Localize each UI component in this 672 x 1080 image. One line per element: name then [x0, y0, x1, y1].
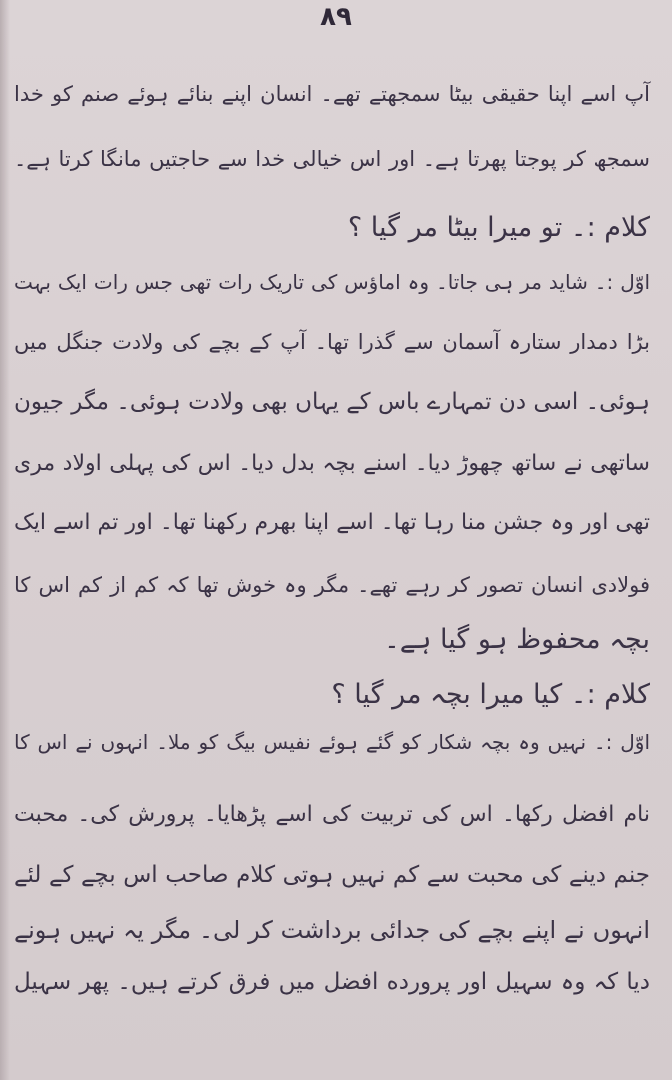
text-line: فولادی انسان تصور کر رہے تھے۔ مگر وہ خوش تھا کہ کم از کم اس کا — [14, 573, 650, 597]
text-line: دیا کہ وہ سہیل اور پرورده افضل میں فرق کرتے ہیں۔ پھر سہیل — [14, 969, 650, 995]
dialogue-line-awwal: اوّل :۔ شاید مر ہی جاتا۔ وہ اماؤس کی تاریک رات تھی جس رات ایک بہت — [14, 270, 650, 294]
text-line: تھی اور وہ جشن منا رہا تھا۔ اسے اپنا بھرم رکھنا تھا۔ اور تم اسے ایک — [14, 510, 650, 535]
text-line: ساتھی نے ساتھ چھوڑ دیا۔ اسنے بچہ بدل دیا۔ اس کی پہلی اولاد مری — [14, 451, 650, 476]
text-line: انہوں نے اپنے بچے کی جدائی برداشت کر لی۔ مگر یہ نہیں ہونے — [14, 916, 650, 944]
text-line: ہوئی۔ اسی دن تمہارے باس کے یہاں بھی ولادت ہوئی۔ مگر جیون — [14, 389, 650, 415]
dialogue-line-awwal: اوّل :۔ نہیں وہ بچہ شکار کو گئے ہوئے نفیس بیگ کو ملا۔ انہوں نے اس کا — [14, 730, 650, 754]
text-line: جنم دینے کی محبت سے کم نہیں ہوتی کلام صاحب اس بچے کے لئے — [14, 862, 650, 888]
text-line: بڑا دمدار ستارہ آسمان سے گذرا تھا۔ آپ کے بچے کی ولادت جنگل میں — [14, 330, 650, 354]
text-line: سمجھ کر پوجتا پھرتا ہے۔ اور اس خیالی خدا سے حاجتیں مانگا کرتا ہے۔ — [14, 147, 650, 171]
page-number: ۸۹ — [320, 2, 352, 32]
dialogue-line-kalam: کلام :۔ کیا میرا بچہ مر گیا ؟ — [331, 679, 650, 710]
page-edge-shadow — [0, 0, 10, 1080]
text-line: بچہ محفوظ ہو گیا ہے۔ — [383, 624, 650, 655]
text-line: نام افضل رکھا۔ اس کی تربیت کی اسے پڑھایا۔ پرورش کی۔ محبت — [14, 802, 650, 827]
dialogue-line-kalam: کلام :۔ تو میرا بیٹا مر گیا ؟ — [347, 212, 650, 243]
text-line: آپ اسے اپنا حقیقی بیٹا سمجھتے تھے۔ انسان اپنے بنائے ہوئے صنم کو خدا — [14, 82, 650, 106]
